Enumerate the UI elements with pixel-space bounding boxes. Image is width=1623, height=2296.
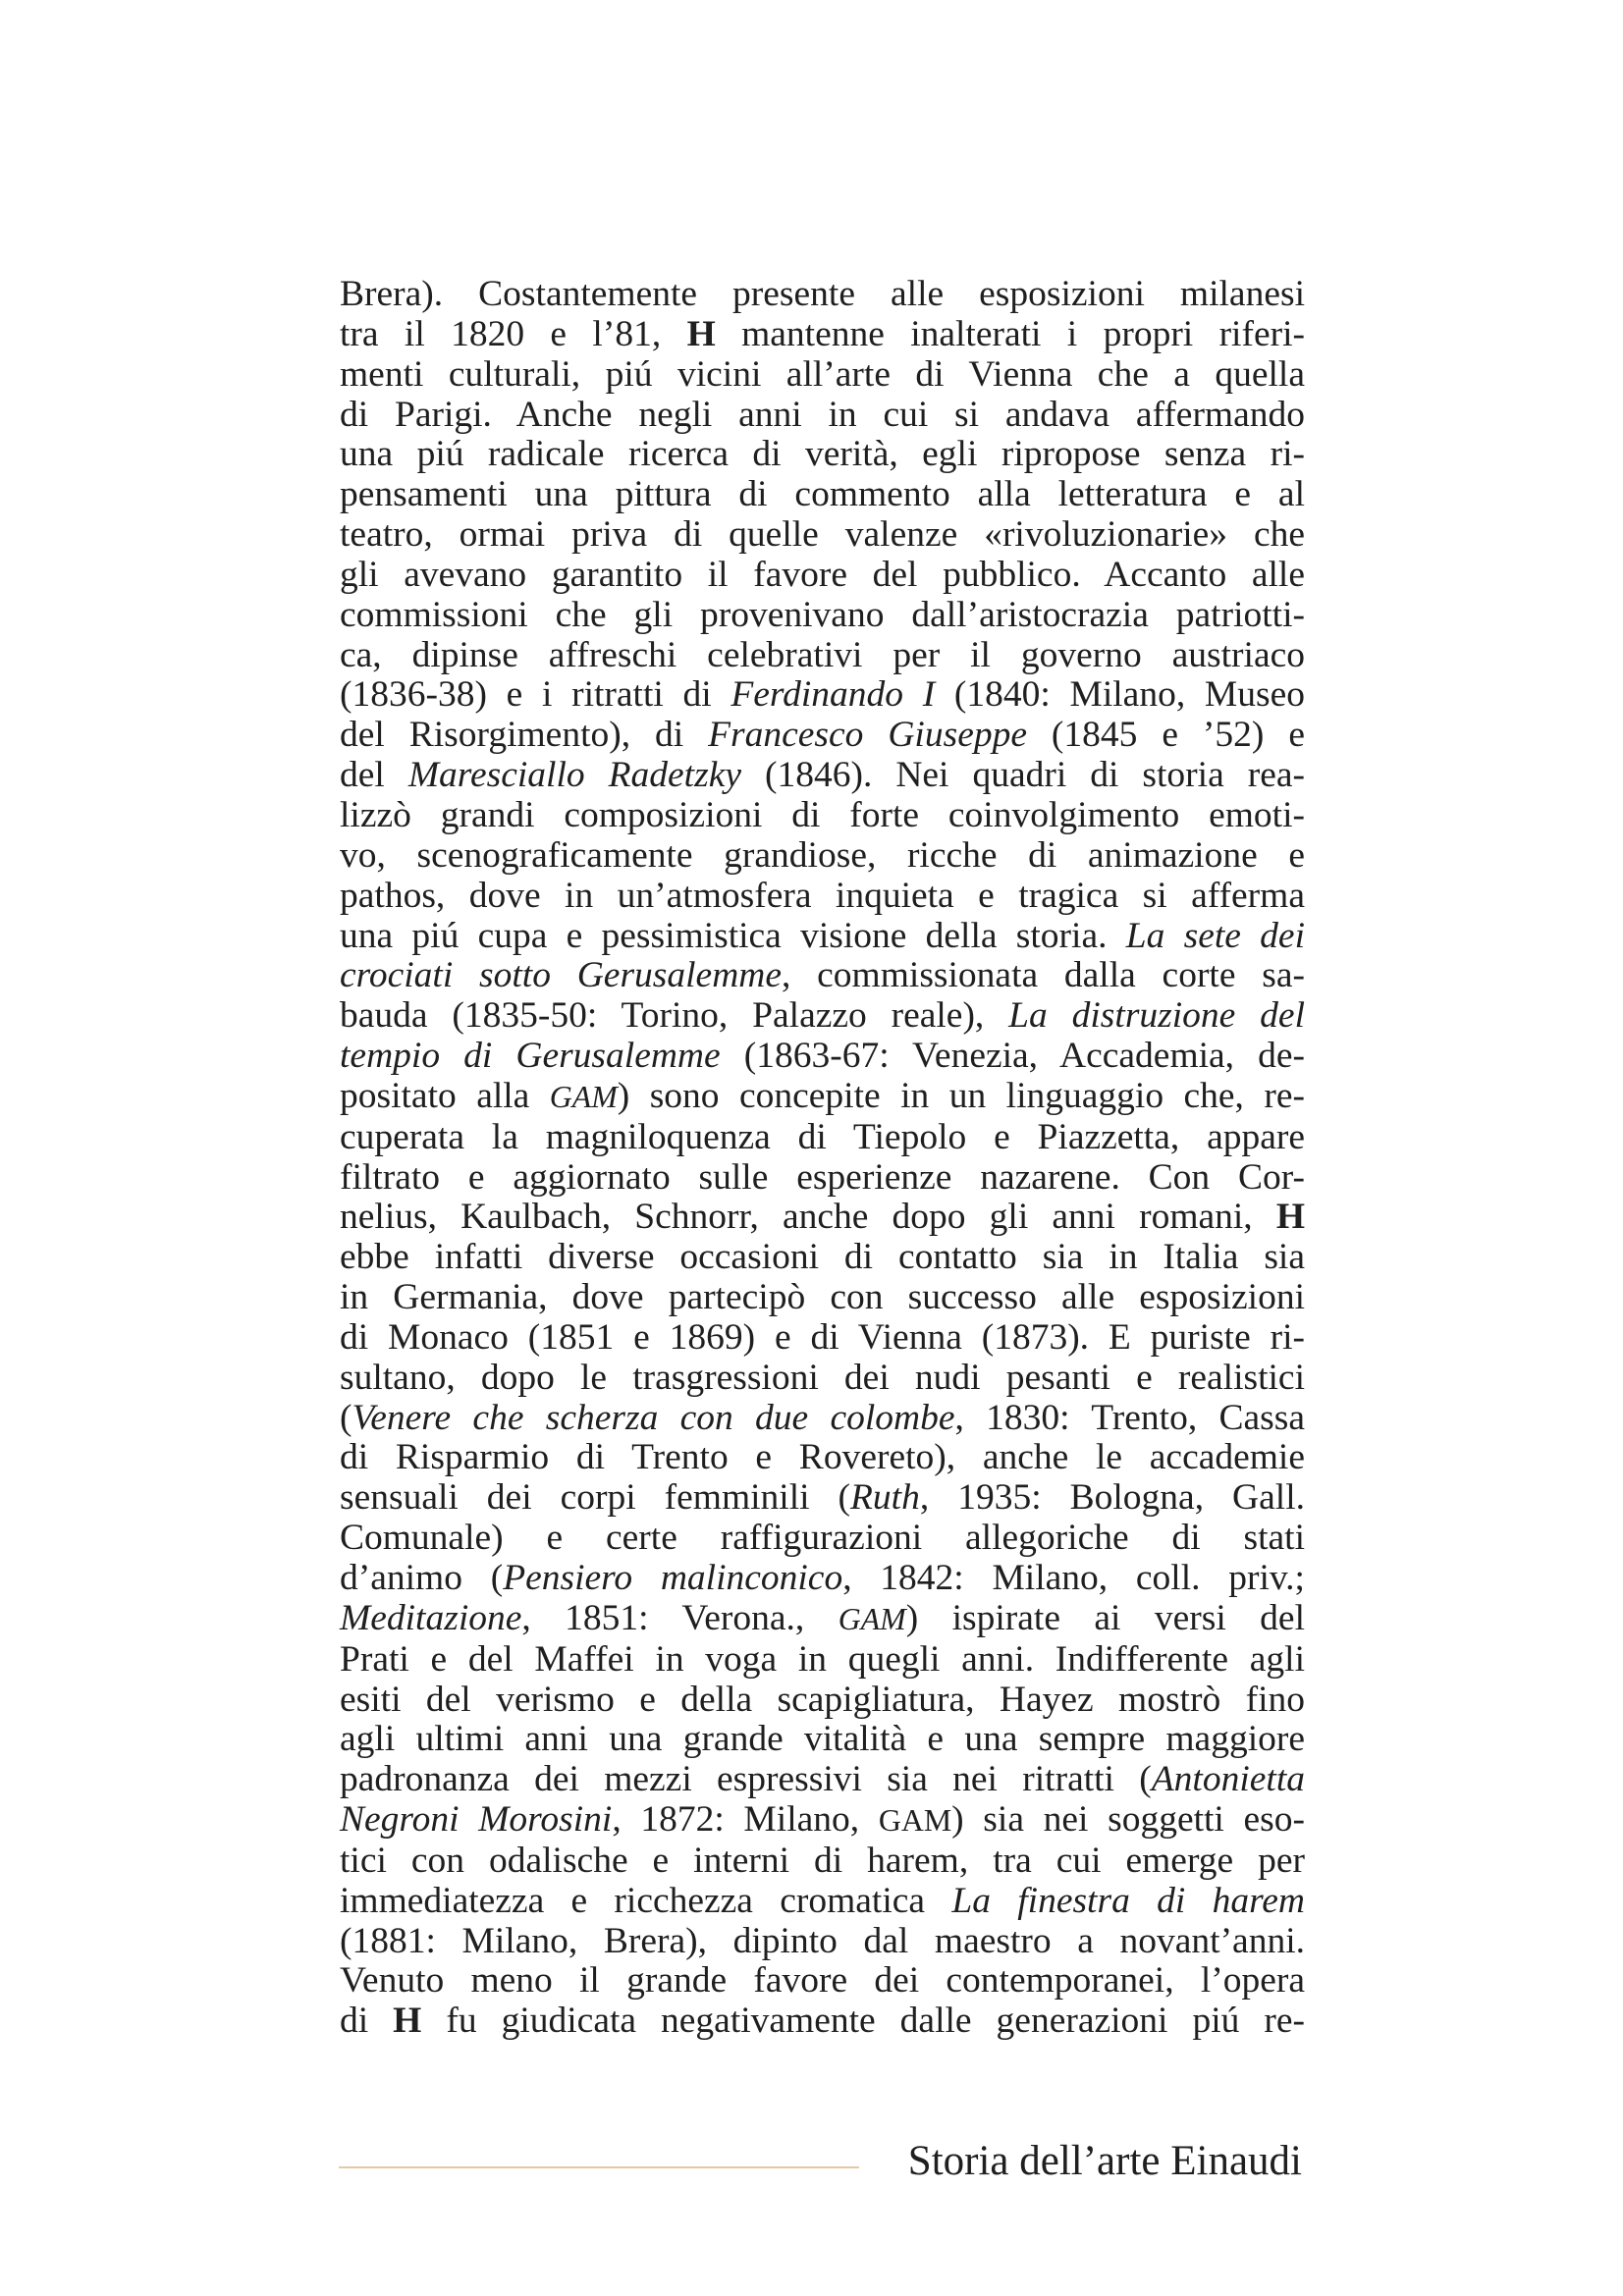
text-line bbox=[340, 1238, 1305, 1278]
text-line bbox=[340, 917, 1305, 957]
text-run: di Parigi. Anche negli anni in cui si andava affermando bbox=[340, 394, 1305, 435]
text-run: , 1935: Bologna, Gall. bbox=[919, 1477, 1305, 1519]
text-run: sensuali dei corpi femminili ( bbox=[340, 1477, 851, 1519]
text-run: lizzò grandi composizioni di forte coinvolgimento emoti- bbox=[340, 794, 1305, 835]
text-run: bauda (1835-50: Torino, Palazzo reale), bbox=[340, 995, 1009, 1037]
text-run: , 1842: Milano, coll. priv.; bbox=[842, 1558, 1305, 1598]
text-line bbox=[340, 1961, 1305, 2002]
text-run: nelius, Kaulbach, Schnorr, anche dopo gli anni romani, bbox=[340, 1197, 1276, 1238]
text-run: esiti del verismo e della scapigliatura, Hayez mostrò fino bbox=[340, 1679, 1305, 1720]
text-run: cuperata la magniloquenza di Tiepolo e Piazzetta, appare bbox=[340, 1116, 1305, 1157]
text-run: del Risorgimento), di bbox=[340, 715, 709, 756]
text-run: , commissionata dalla corte sa- bbox=[782, 955, 1305, 996]
text-run: ) sia nei soggetti eso- bbox=[951, 1799, 1305, 1841]
text-line bbox=[340, 1438, 1305, 1478]
text-run: in Germania, dove partecipò con successo alle esposizioni bbox=[340, 1277, 1305, 1318]
text-run: una piú radicale ricerca di verità, egli ripropose senza ri- bbox=[340, 434, 1305, 475]
italic-title: Venere che scherza con due colombe bbox=[352, 1397, 955, 1438]
text-run: (1881: Milano, Brera), dipinto dal maestro a novant’anni. bbox=[340, 1920, 1305, 1961]
text-run: di Risparmio di Trento e Rovereto), anche le accademie bbox=[340, 1437, 1305, 1478]
body-text bbox=[340, 275, 1305, 2042]
author-initial: H bbox=[393, 2001, 422, 2042]
text-line bbox=[340, 1478, 1305, 1519]
text-line bbox=[340, 396, 1305, 436]
text-line bbox=[340, 1158, 1305, 1199]
text-line bbox=[340, 1198, 1305, 1238]
text-line bbox=[340, 1519, 1305, 1559]
text-line bbox=[340, 1720, 1305, 1760]
text-line bbox=[340, 877, 1305, 917]
text-run: (1836-38) e i ritratti di bbox=[340, 674, 731, 716]
text-line bbox=[340, 1882, 1305, 1922]
text-run: gli avevano garantito il favore del pubblico. Accanto alle bbox=[340, 554, 1305, 595]
text-run: Venuto meno il grande favore dei contemporanei, l’opera bbox=[340, 1960, 1305, 2002]
text-run: , 1851: Verona., bbox=[521, 1597, 839, 1638]
text-run: tici con odalische e interni di harem, tra cui emerge per bbox=[340, 1840, 1305, 1881]
text-run: vo, scenograficamente grandiose, ricche di animazione e bbox=[340, 834, 1305, 876]
text-run: , 1872: Milano, bbox=[612, 1799, 879, 1841]
text-line bbox=[340, 756, 1305, 796]
text-run: ( bbox=[340, 1397, 352, 1438]
text-line bbox=[340, 435, 1305, 475]
text-line bbox=[340, 796, 1305, 836]
italic-title: Francesco Giuseppe bbox=[708, 715, 1027, 756]
text-line bbox=[340, 275, 1305, 315]
text-line bbox=[340, 1278, 1305, 1318]
text-run: tra il 1820 e l’81, bbox=[340, 313, 687, 354]
text-run: filtrato e aggiornato sulle esperienze nazarene. Con Cor- bbox=[340, 1156, 1305, 1198]
text-run: Brera). Costantemente presente alle esposizioni milanesi bbox=[340, 274, 1305, 314]
text-run: (1845 e ’52) e bbox=[1026, 715, 1305, 756]
text-line bbox=[340, 1800, 1305, 1842]
text-run: mantenne inalterati i propri riferi- bbox=[715, 313, 1305, 354]
italic-title: crociati sotto Gerusalemme bbox=[340, 955, 783, 996]
text-line bbox=[340, 1037, 1305, 1077]
text-line bbox=[340, 636, 1305, 676]
text-run: menti culturali, piú vicini all’arte di Vienna che a quella bbox=[340, 353, 1305, 395]
text-run: padronanza dei mezzi espressivi sia nei ritratti ( bbox=[340, 1759, 1152, 1800]
text-line bbox=[340, 475, 1305, 515]
text-line bbox=[340, 1318, 1305, 1359]
text-run: agli ultimi anni una grande vitalità e una sempre maggiore bbox=[340, 1719, 1305, 1760]
italic-title: tempio di Gerusalemme bbox=[340, 1036, 721, 1077]
text-line bbox=[340, 675, 1305, 716]
text-run: pensamenti una pittura di commento alla letteratura e al bbox=[340, 474, 1305, 515]
text-run: ) ispirate ai versi del bbox=[905, 1597, 1305, 1638]
text-line bbox=[340, 1760, 1305, 1800]
text-line bbox=[340, 956, 1305, 996]
abbreviation: GAM bbox=[878, 1803, 952, 1839]
text-line bbox=[340, 1077, 1305, 1118]
text-line bbox=[340, 996, 1305, 1037]
text-line bbox=[340, 515, 1305, 556]
text-run: ) sono concepite in un linguaggio che, re- bbox=[617, 1075, 1305, 1116]
text-run: teatro, ormai priva di quelle valenze «rivoluzionarie» che bbox=[340, 514, 1305, 556]
text-run: sultano, dopo le trasgressioni dei nudi pesanti e realistici bbox=[340, 1357, 1305, 1398]
text-line bbox=[340, 556, 1305, 596]
text-run: fu giudicata negativamente dalle generazioni piú re- bbox=[421, 2001, 1305, 2042]
text-run: una piú cupa e pessimistica visione della storia. bbox=[340, 915, 1126, 956]
italic-title: Antonietta bbox=[1151, 1759, 1305, 1800]
text-run: ca, dipinse affreschi celebrativi per il governo austriaco bbox=[340, 634, 1305, 675]
abbreviation: GAM bbox=[549, 1079, 618, 1114]
abbreviation: GAM bbox=[838, 1601, 906, 1636]
italic-title: Ferdinando I bbox=[730, 674, 936, 716]
text-run: Comunale) e certe raffigurazioni allegoriche di stati bbox=[340, 1518, 1305, 1559]
text-line bbox=[340, 1599, 1305, 1640]
text-run: immediatezza e ricchezza cromatica bbox=[340, 1880, 952, 1921]
text-run: , 1830: Trento, Cassa bbox=[954, 1397, 1305, 1438]
text-line bbox=[340, 716, 1305, 756]
text-line bbox=[340, 1399, 1305, 1439]
text-run: (1846). Nei quadri di storia rea- bbox=[740, 755, 1305, 796]
text-line bbox=[340, 1842, 1305, 1882]
text-run: Prati e del Maffei in voga in quegli anni. Indifferente agli bbox=[340, 1638, 1305, 1680]
text-run: di bbox=[340, 2001, 394, 2042]
text-run: del bbox=[340, 755, 408, 796]
text-line bbox=[340, 596, 1305, 636]
text-line bbox=[340, 1559, 1305, 1599]
text-line bbox=[340, 315, 1305, 355]
text-run: commissioni che gli provenivano dall’aristocrazia patriotti- bbox=[340, 594, 1305, 635]
text-line bbox=[340, 836, 1305, 877]
text-run: pathos, dove in un’atmosfera inquieta e tragica si afferma bbox=[340, 875, 1305, 916]
text-line bbox=[340, 1118, 1305, 1158]
text-run: (1840: Milano, Museo bbox=[935, 674, 1305, 716]
italic-title: Maresciallo Radetzky bbox=[407, 755, 741, 796]
text-run: d’animo ( bbox=[340, 1558, 504, 1598]
italic-title: Ruth bbox=[850, 1477, 920, 1519]
text-line bbox=[340, 2002, 1305, 2042]
footer-title: Storia dell’arte Einaudi bbox=[907, 2138, 1302, 2184]
text-run: (1863-67: Venezia, Accademia, de- bbox=[720, 1036, 1306, 1077]
author-initial: H bbox=[686, 313, 716, 354]
italic-title: La sete dei bbox=[1125, 915, 1305, 956]
text-line bbox=[340, 1922, 1305, 1962]
text-run: positato alla bbox=[340, 1075, 550, 1116]
footer-divider bbox=[339, 2166, 859, 2168]
text-run: ebbe infatti diverse occasioni di contatto sia in Italia sia bbox=[340, 1237, 1305, 1278]
text-line bbox=[340, 1640, 1305, 1681]
author-initial: H bbox=[1275, 1197, 1305, 1238]
italic-title: Negroni Morosini bbox=[340, 1799, 613, 1841]
italic-title: La finestra di harem bbox=[951, 1880, 1305, 1921]
text-line bbox=[340, 1681, 1305, 1721]
text-line bbox=[340, 355, 1305, 396]
italic-title: Pensiero malinconico bbox=[503, 1558, 843, 1598]
italic-title: Meditazione bbox=[340, 1597, 522, 1638]
text-run: di Monaco (1851 e 1869) e di Vienna (1873). E puriste ri- bbox=[340, 1316, 1305, 1358]
italic-title: La distruzione del bbox=[1008, 995, 1305, 1037]
text-line bbox=[340, 1359, 1305, 1399]
